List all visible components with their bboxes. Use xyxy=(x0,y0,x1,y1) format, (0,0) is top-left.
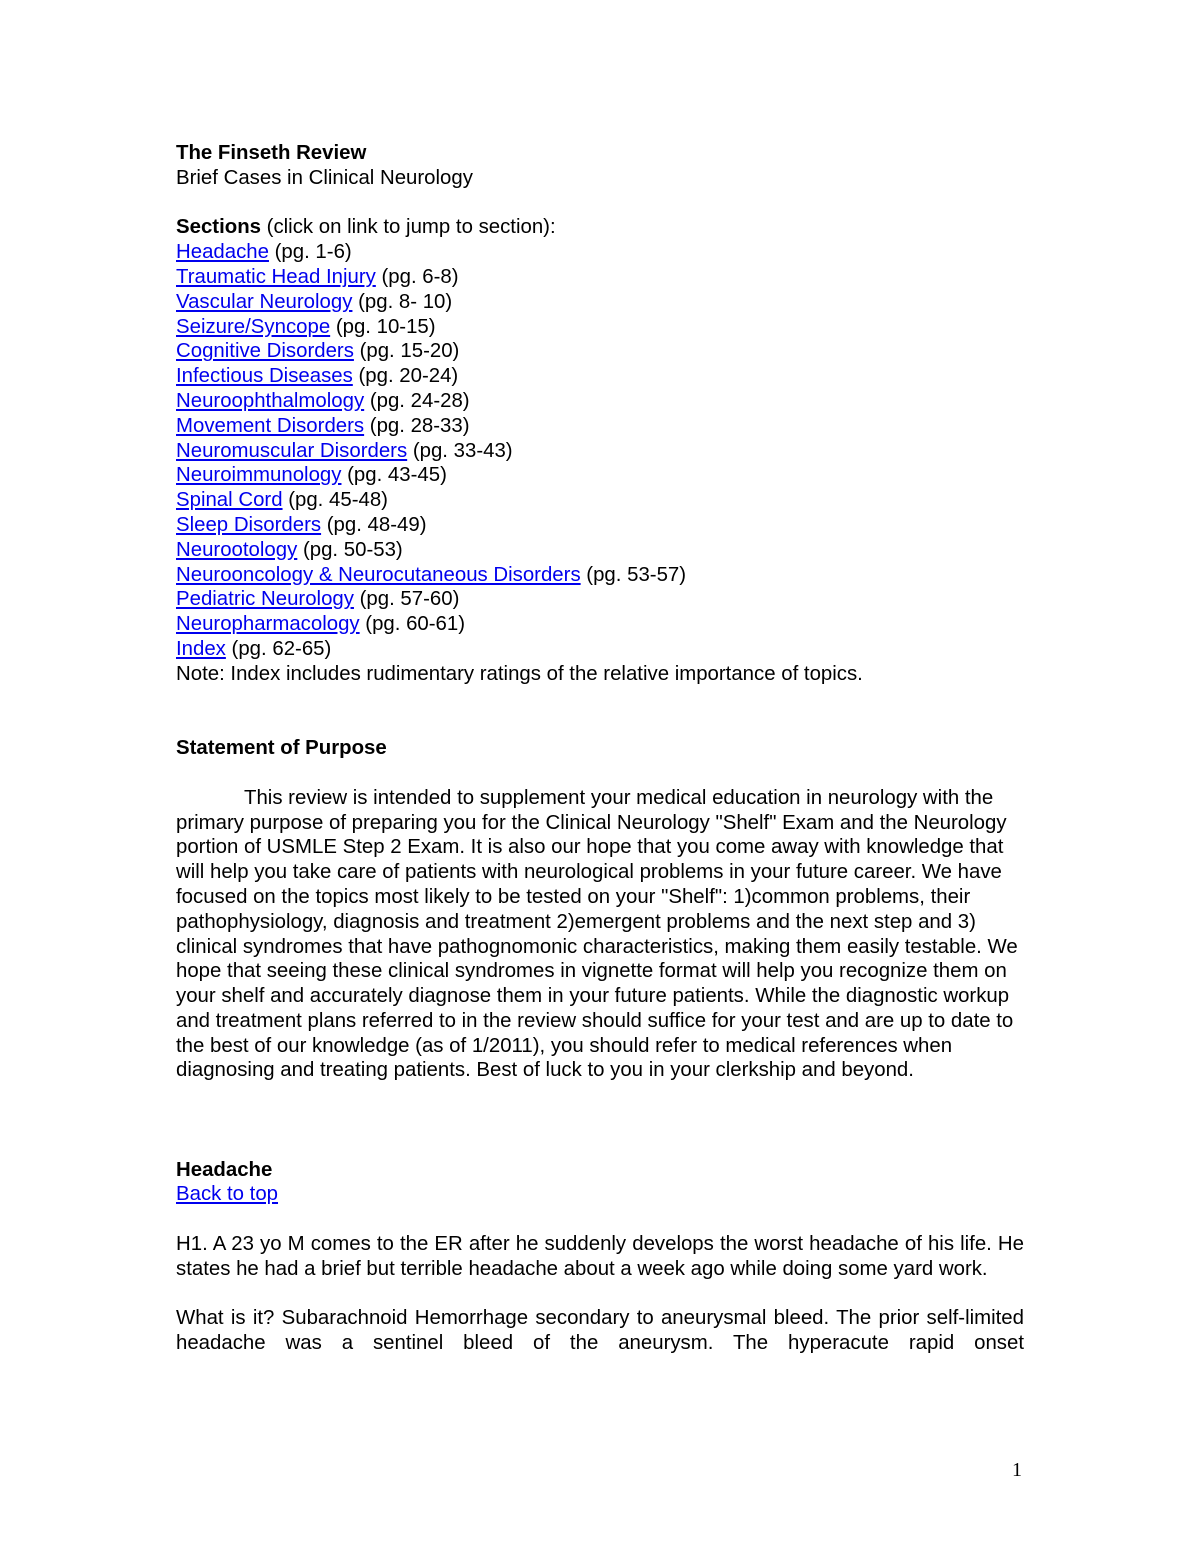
section-link-neurootology[interactable]: Neurootology xyxy=(176,538,298,561)
section-entry-neuropharmacology xyxy=(176,612,1024,637)
document-title: The Finseth Review xyxy=(176,142,367,164)
headache-heading: Headache xyxy=(176,1158,273,1181)
section-pages: (pg. 15-20) xyxy=(353,340,460,363)
section-entry-pediatric-neurology xyxy=(176,587,1024,612)
section-pages: (pg. 20-24) xyxy=(352,365,459,388)
section-link-traumatic-head-injury[interactable]: Traumatic Head Injury xyxy=(176,265,376,288)
case-h1-answer: What is it? Subarachnoid Hemorrhage secondary to aneurysmal bleed. The prior self-limited headache was a sentinel bleed of the aneurysm. The hyperacute rapid onset xyxy=(176,1307,1024,1355)
section-entry-headache xyxy=(176,240,1024,265)
section-link-neuropharmacology[interactable]: Neuropharmacology xyxy=(176,613,360,636)
section-pages: (pg. 60-61) xyxy=(359,613,466,636)
section-pages: (pg. 53-57) xyxy=(580,563,687,586)
section-link-vascular-neurology[interactable]: Vascular Neurology xyxy=(176,290,353,313)
section-pages: (pg. 1-6) xyxy=(268,241,352,264)
section-entry-neurooncology xyxy=(176,563,1024,588)
section-pages: (pg. 28-33) xyxy=(364,414,470,437)
section-pages: (pg. 8- 10) xyxy=(352,290,453,313)
back-to-top-link[interactable]: Back to top xyxy=(176,1183,279,1206)
section-link-cognitive-disorders[interactable]: Cognitive Disorders xyxy=(176,340,354,363)
section-entry-traumatic-head-injury xyxy=(176,265,1024,290)
sections-header xyxy=(176,215,1024,240)
section-link-sleep-disorders[interactable]: Sleep Disorders xyxy=(176,513,322,536)
section-link-spinal-cord[interactable]: Spinal Cord xyxy=(176,489,283,512)
sections-list xyxy=(176,240,1024,662)
section-pages: (pg. 48-49) xyxy=(321,513,427,536)
section-link-seizure-syncope[interactable]: Seizure/Syncope xyxy=(176,315,331,338)
section-entry-index xyxy=(176,637,1024,662)
section-pages: (pg. 45-48) xyxy=(282,489,388,512)
section-pages: (pg. 6-8) xyxy=(375,265,459,288)
section-entry-vascular-neurology xyxy=(176,290,1024,315)
page-content xyxy=(176,141,1024,1356)
section-link-neuroophthalmology[interactable]: Neuroophthalmology xyxy=(176,389,365,412)
purpose-paragraph xyxy=(176,786,1024,1084)
document-subtitle: Brief Cases in Clinical Neurology xyxy=(176,166,473,189)
section-link-neuroimmunology[interactable]: Neuroimmunology xyxy=(176,464,342,487)
section-link-infectious-diseases[interactable]: Infectious Diseases xyxy=(176,365,353,388)
section-link-movement-disorders[interactable]: Movement Disorders xyxy=(176,414,365,437)
section-entry-infectious-diseases xyxy=(176,364,1024,389)
section-pages: (pg. 62-65) xyxy=(225,637,332,660)
purpose-text: This review is intended to supplement your medical education in neurology with the primary purpose of preparing you for the Clinical Neurology "Shelf" Exam and the Neurology portion of USMLE Step 2 Exam. It is also our hope that you come away with knowledge that will help you take care of patients with neurological problems in your future career. We have focused on the topics most likely to be tested on your "Shelf": 1)common problems, their pathophysiology, diagnosis and treatment 2)emergent problems and the next step and 3) clinical syndromes that have pathognomonic characteristics, making them easily testable. We hope that seeing these clinical syndromes in vignette format will help you recognize them on your shelf and accurately diagnose them in your future patients. While the diagnostic workup and treatment plans referred to in the review should suffice for your test and are up to date to the best of our knowledge (as of 1/2011), you should refer to medical references when diagnosing and treating patients. Best of luck to you in your clerkship and beyond. xyxy=(176,786,1018,1082)
index-note: Note: Index includes rudimentary ratings of the relative importance of topics. xyxy=(176,662,863,685)
section-link-neurooncology[interactable]: Neurooncology & Neurocutaneous Disorders xyxy=(176,563,581,586)
section-entry-movement-disorders xyxy=(176,414,1024,439)
section-link-pediatric-neurology[interactable]: Pediatric Neurology xyxy=(176,588,354,611)
section-entry-spinal-cord xyxy=(176,488,1024,513)
section-pages: (pg. 10-15) xyxy=(330,315,436,338)
section-link-neuromuscular-disorders[interactable]: Neuromuscular Disorders xyxy=(176,439,408,462)
sections-hint: (click on link to jump to section): xyxy=(261,216,556,239)
section-link-headache[interactable]: Headache xyxy=(176,241,269,264)
section-pages: (pg. 43-45) xyxy=(341,464,447,487)
section-pages: (pg. 24-28) xyxy=(364,389,470,412)
section-pages: (pg. 33-43) xyxy=(407,439,513,462)
section-entry-neuroophthalmology xyxy=(176,389,1024,414)
section-entry-cognitive-disorders xyxy=(176,339,1024,364)
sections-label: Sections xyxy=(176,216,261,239)
section-pages: (pg. 50-53) xyxy=(297,538,403,561)
purpose-heading: Statement of Purpose xyxy=(176,737,387,760)
page-number: 1 xyxy=(1012,1459,1022,1481)
case-h1-text: H1. A 23 yo M comes to the ER after he suddenly develops the worst headache of his life. He states he had a brief but terrible headache about a week ago while doing some yard work. xyxy=(176,1233,1024,1280)
section-entry-neuroimmunology xyxy=(176,463,1024,488)
section-entry-neurootology xyxy=(176,538,1024,563)
section-entry-neuromuscular-disorders xyxy=(176,439,1024,464)
section-link-index[interactable]: Index xyxy=(176,637,226,660)
section-entry-seizure-syncope xyxy=(176,315,1024,340)
section-entry-sleep-disorders xyxy=(176,513,1024,538)
section-pages: (pg. 57-60) xyxy=(353,588,460,611)
